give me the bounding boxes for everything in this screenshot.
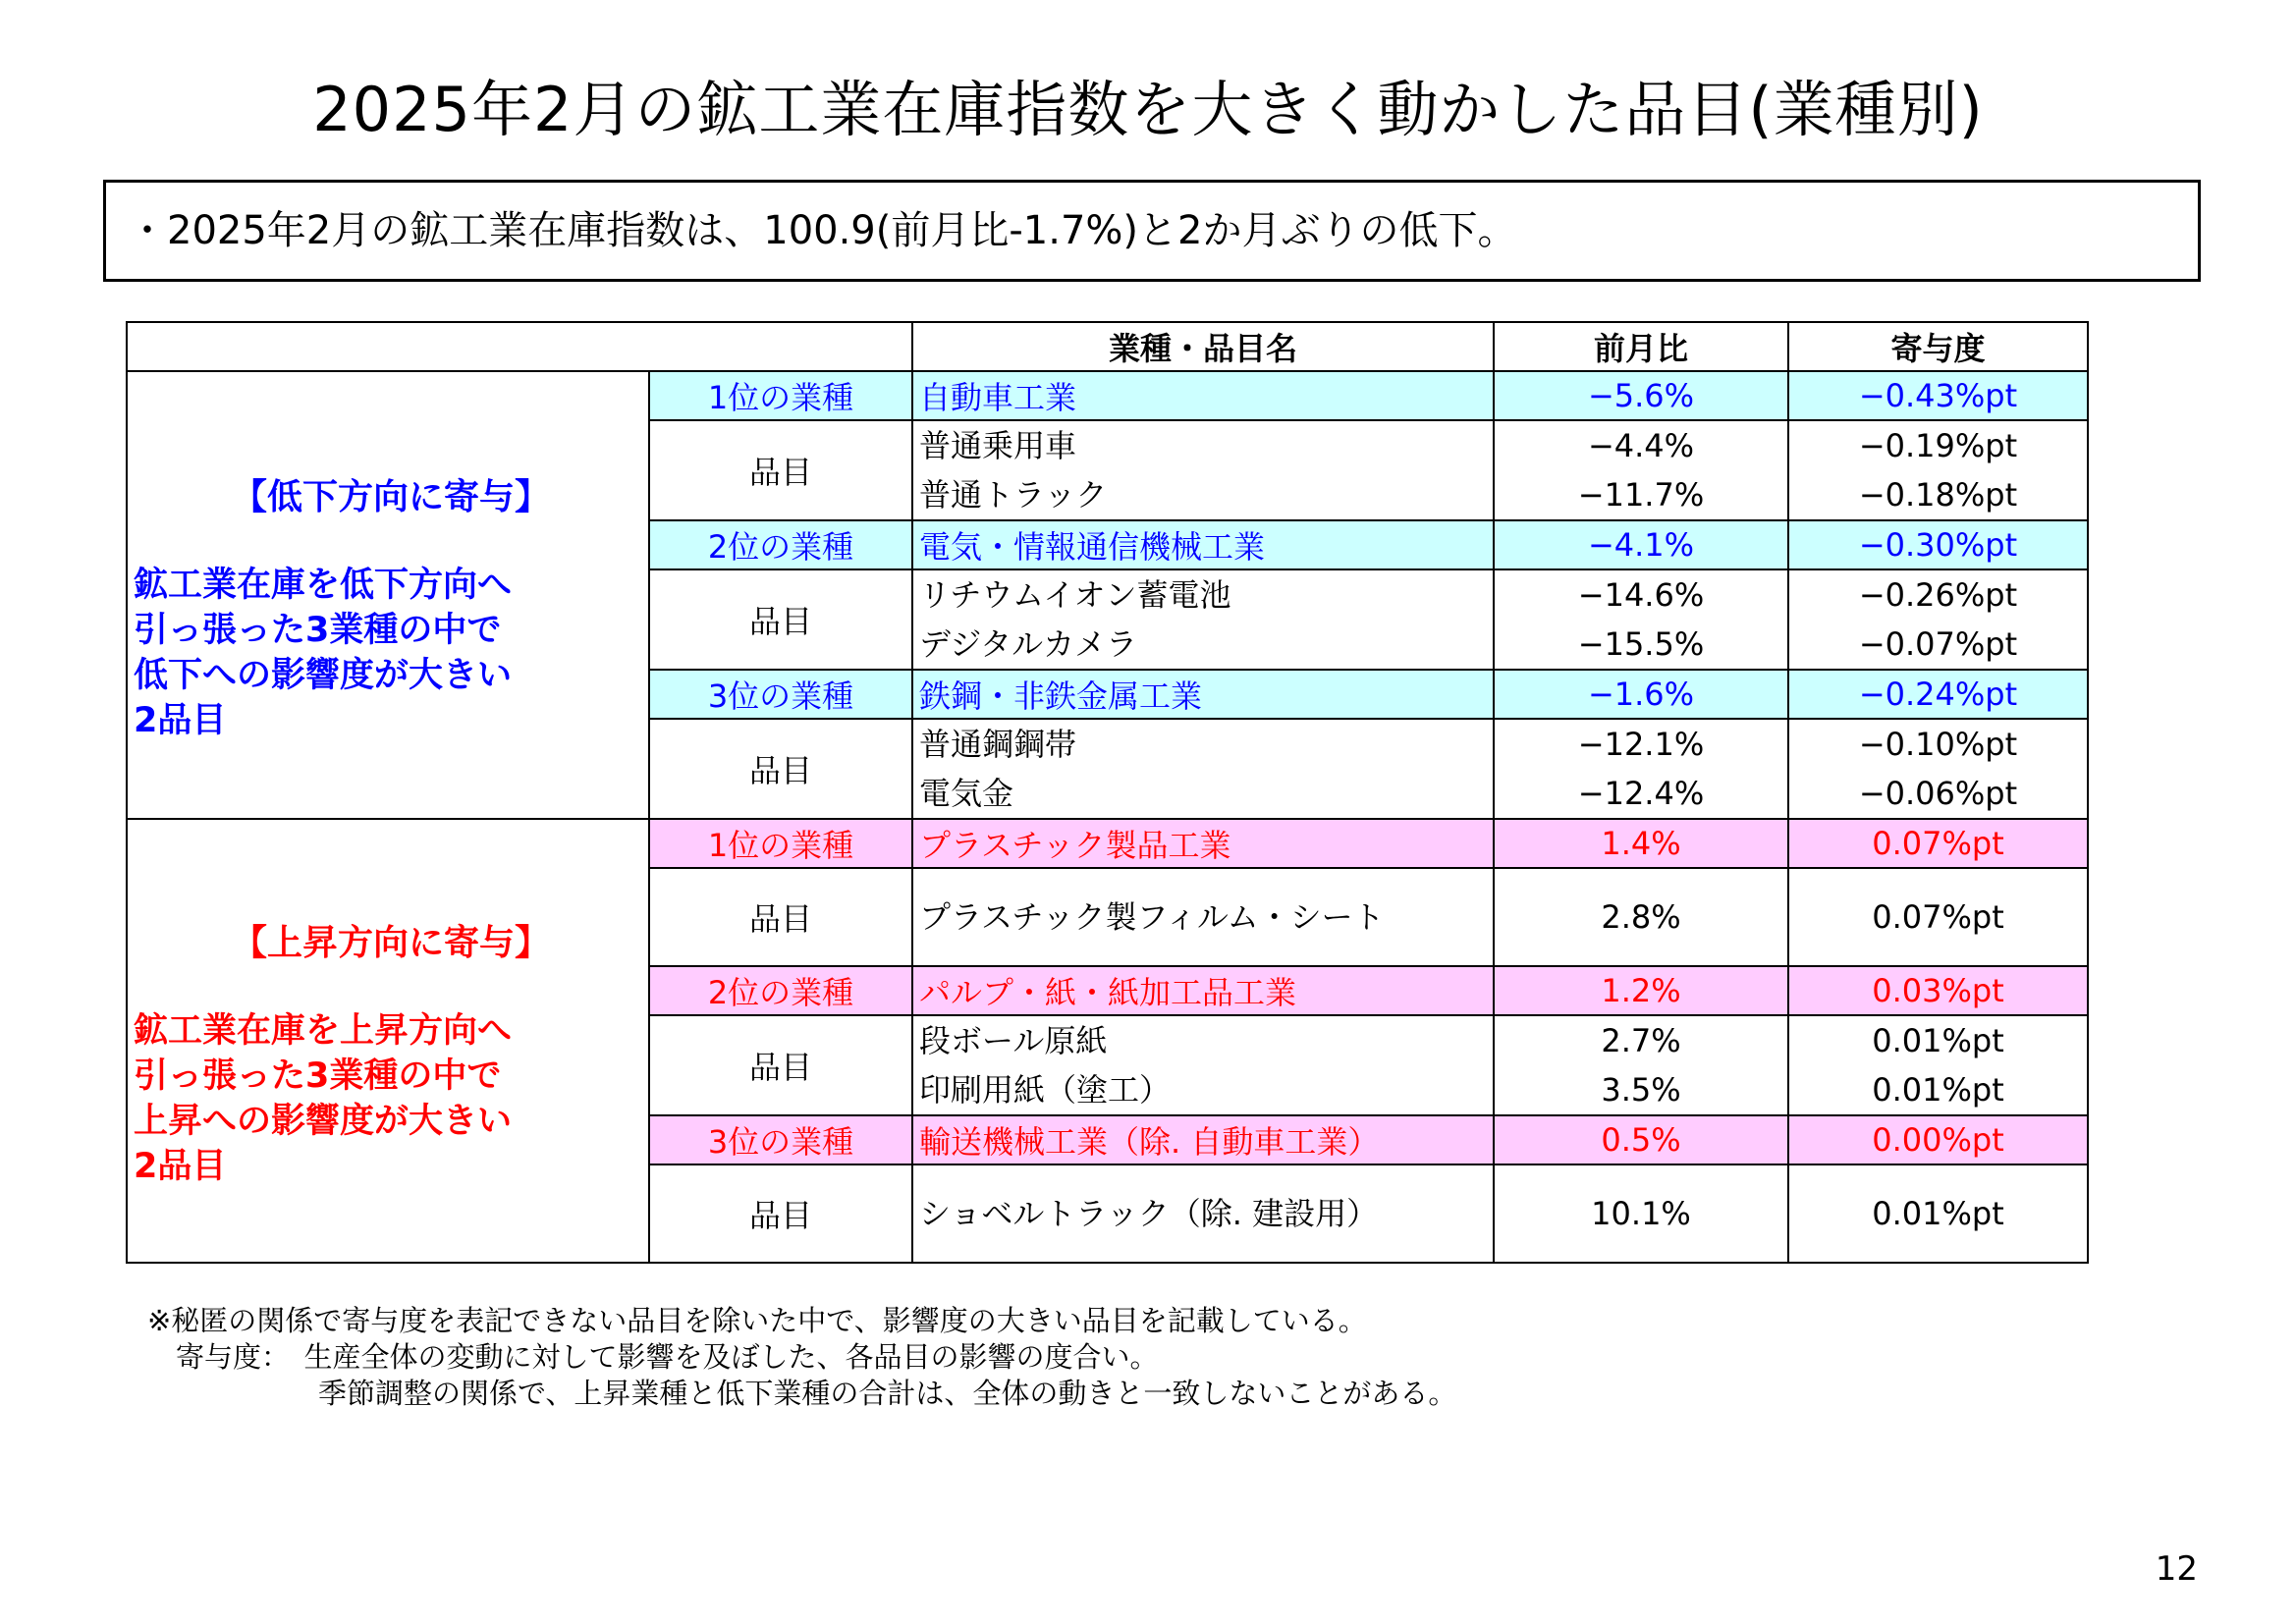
item-label: 品目 — [649, 1164, 912, 1263]
item-moms: 10.1% — [1494, 1164, 1788, 1263]
item-contribs: 0.07%pt — [1788, 868, 2088, 966]
header-contrib: 寄与度 — [1788, 322, 2088, 371]
industry-name: 自動車工業 — [912, 371, 1494, 420]
footnote-line: 寄与度： 生産全体の変動に対して影響を及ぼした、各品目の影響の度合い。 — [147, 1340, 1159, 1374]
item-label: 品目 — [649, 420, 912, 520]
industry-row — [127, 819, 2088, 868]
item-label: 品目 — [649, 868, 912, 966]
up-section-label — [127, 819, 649, 1263]
header-blank — [127, 322, 912, 371]
item-names: リチウムイオン蓄電池 デジタルカメラ — [912, 569, 1494, 670]
industry-contrib: −0.24%pt — [1788, 670, 2088, 719]
industry-name: プラスチック製品工業 — [912, 819, 1494, 868]
item-moms: 2.7% 3.5% — [1494, 1015, 1788, 1115]
summary-box: ・2025年2月の鉱工業在庫指数は、100.9(前月比-1.7%)と2か月ぶりの低下。 — [103, 180, 2201, 282]
footnote-line: 季節調整の関係で、上昇業種と低下業種の合計は、全体の動きと一致しないことがある。 — [147, 1377, 1457, 1410]
item-moms: −14.6% −15.5% — [1494, 569, 1788, 670]
industry-name: 電気・情報通信機械工業 — [912, 520, 1494, 569]
table-header-row — [127, 322, 2088, 371]
industry-contrib: 0.07%pt — [1788, 819, 2088, 868]
industry-rank: 1位の業種 — [649, 371, 912, 420]
industry-name: パルプ・紙・紙加工品工業 — [912, 966, 1494, 1015]
contribution-table — [126, 321, 2089, 1264]
industry-contrib: −0.30%pt — [1788, 520, 2088, 569]
industry-mom: −5.6% — [1494, 371, 1788, 420]
item-names: 普通鋼鋼帯 電気金 — [912, 719, 1494, 819]
industry-rank: 2位の業種 — [649, 520, 912, 569]
item-contribs: −0.19%pt −0.18%pt — [1788, 420, 2088, 520]
item-names: 段ボール原紙 印刷用紙（塗工） — [912, 1015, 1494, 1115]
item-moms: 2.8% — [1494, 868, 1788, 966]
industry-mom: −4.1% — [1494, 520, 1788, 569]
industry-mom: 1.4% — [1494, 819, 1788, 868]
item-label: 品目 — [649, 1015, 912, 1115]
industry-rank: 3位の業種 — [649, 1115, 912, 1164]
item-label: 品目 — [649, 569, 912, 670]
up-description: 鉱工業在庫を上昇方向へ 引っ張った3業種の中で 上昇への影響度が大きい 2品目 — [134, 1011, 513, 1186]
industry-name: 輸送機械工業（除. 自動車工業） — [912, 1115, 1494, 1164]
down-heading: 【低下方向に寄与】 — [231, 477, 550, 517]
header-name: 業種・品目名 — [912, 322, 1494, 371]
industry-mom: −1.6% — [1494, 670, 1788, 719]
industry-contrib: 0.03%pt — [1788, 966, 2088, 1015]
item-label: 品目 — [649, 719, 912, 819]
item-contribs: −0.26%pt −0.07%pt — [1788, 569, 2088, 670]
footnotes — [147, 1303, 1456, 1412]
industry-rank: 1位の業種 — [649, 819, 912, 868]
page-title: 2025年2月の鉱工業在庫指数を大きく動かした品目(業種別) — [312, 74, 1984, 145]
item-names: プラスチック製フィルム・シート — [912, 868, 1494, 966]
item-contribs: −0.10%pt −0.06%pt — [1788, 719, 2088, 819]
item-names: 普通乗用車 普通トラック — [912, 420, 1494, 520]
item-contribs: 0.01%pt 0.01%pt — [1788, 1015, 2088, 1115]
item-moms: −4.4% −11.7% — [1494, 420, 1788, 520]
industry-rank: 2位の業種 — [649, 966, 912, 1015]
industry-contrib: 0.00%pt — [1788, 1115, 2088, 1164]
down-description: 鉱工業在庫を低下方向へ 引っ張った3業種の中で 低下への影響度が大きい 2品目 — [134, 566, 513, 740]
header-mom: 前月比 — [1494, 322, 1788, 371]
item-moms: −12.1% −12.4% — [1494, 719, 1788, 819]
item-names: ショベルトラック（除. 建設用） — [912, 1164, 1494, 1263]
industry-mom: 1.2% — [1494, 966, 1788, 1015]
industry-contrib: −0.43%pt — [1788, 371, 2088, 420]
industry-row — [127, 371, 2088, 420]
footnote-line: ※秘匿の関係で寄与度を表記できない品目を除いた中で、影響度の大きい品目を記載している。 — [147, 1304, 1367, 1337]
industry-name: 鉄鋼・非鉄金属工業 — [912, 670, 1494, 719]
down-section-label — [127, 371, 649, 819]
industry-mom: 0.5% — [1494, 1115, 1788, 1164]
item-contribs: 0.01%pt — [1788, 1164, 2088, 1263]
industry-rank: 3位の業種 — [649, 670, 912, 719]
up-heading: 【上昇方向に寄与】 — [231, 923, 550, 963]
page-number: 12 — [2155, 1549, 2198, 1589]
